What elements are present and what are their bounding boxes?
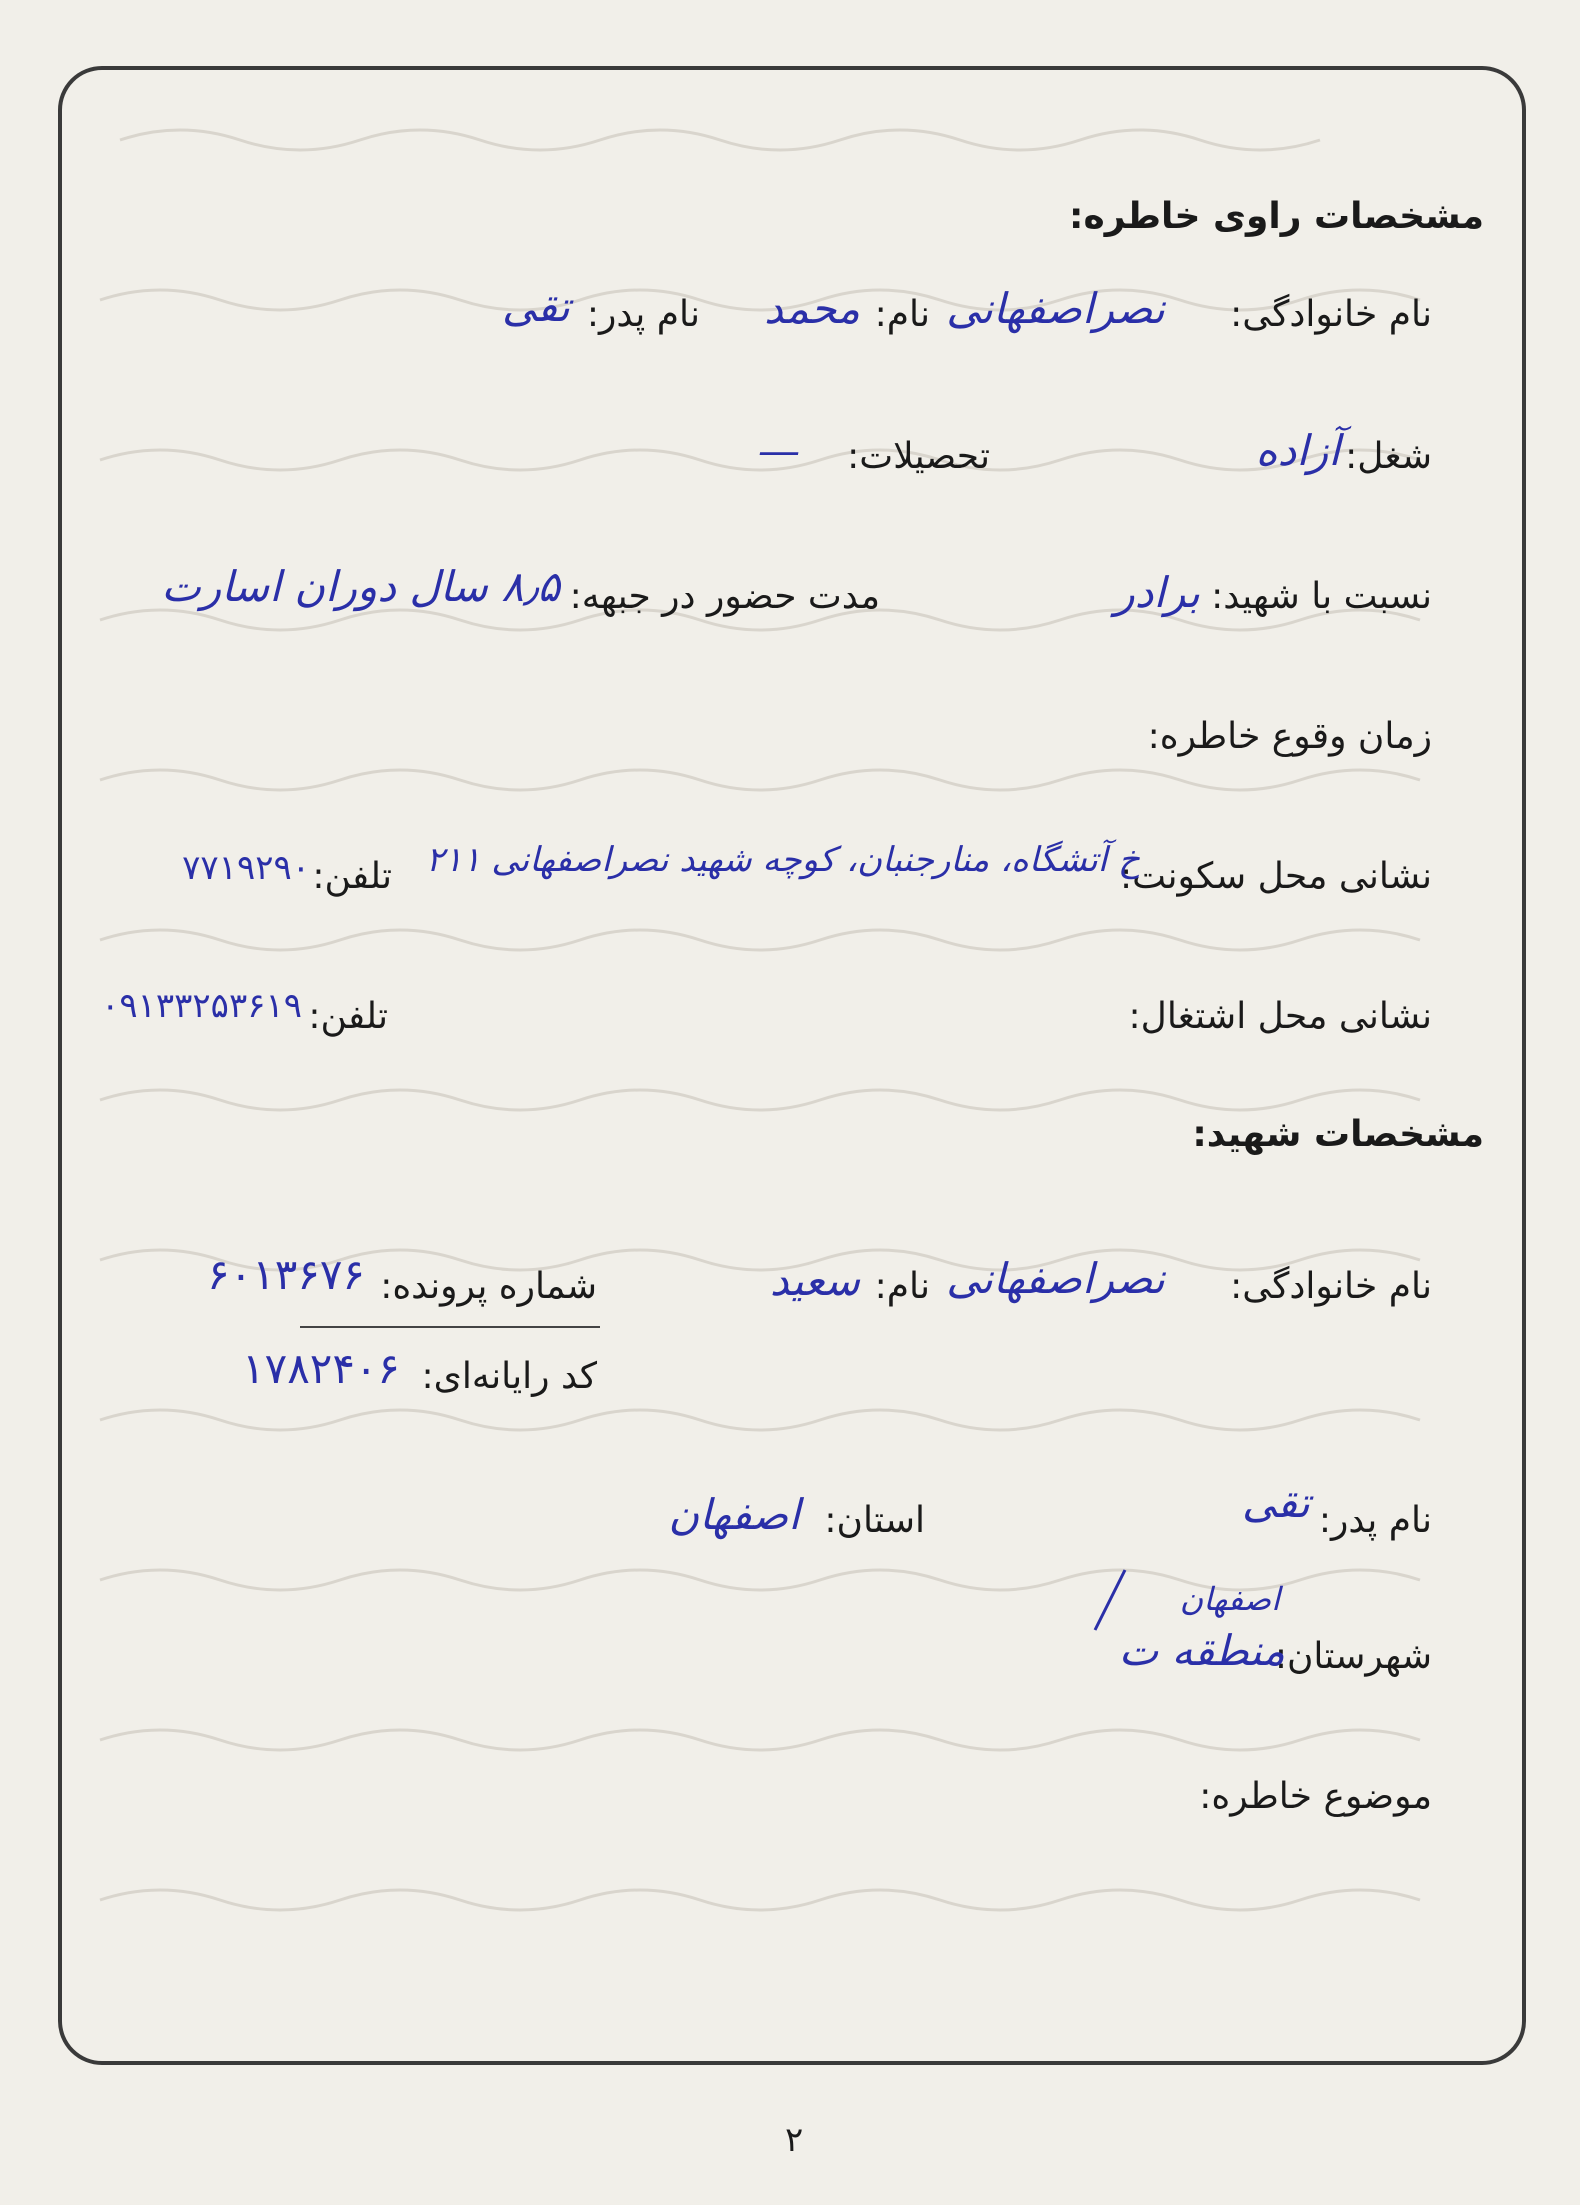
martyr-name-label: نام: (874, 1266, 930, 1307)
slash-mark (1080, 1565, 1140, 1635)
narrator-job-label: شغل: (1345, 436, 1432, 477)
martyr-computer-code-value: ۱۷۸۲۴۰۶ (242, 1344, 400, 1393)
martyr-city-value: منطقه ت (1118, 1626, 1285, 1675)
narrator-family-name-label: نام خانوادگی: (1230, 294, 1432, 335)
narrator-father-name-label: نام پدر: (586, 294, 700, 335)
martyr-memory-subject-label: موضوع خاطره: (1199, 1776, 1432, 1817)
martyr-name-value: سعید (769, 1256, 860, 1305)
file-number-underline (300, 1326, 600, 1328)
narrator-family-name-value: نصراصفهانی (946, 284, 1165, 333)
narrator-father-name-value: تقی (502, 282, 570, 331)
narrator-job-value: آزاده (1255, 426, 1340, 475)
martyr-computer-code-label: کد رایانه‌ای: (421, 1356, 597, 1397)
narrator-residence-phone-label: تلفن: (312, 856, 392, 897)
narrator-education-value: — (758, 426, 800, 475)
martyr-province-label: استان: (824, 1500, 925, 1541)
martyr-family-name-value: نصراصفهانی (946, 1254, 1165, 1303)
martyr-father-name-label: نام پدر: (1318, 1500, 1432, 1541)
martyr-heading: مشخصات شهید: (1192, 1114, 1484, 1155)
narrator-heading: مشخصات راوی خاطره: (1069, 196, 1484, 237)
narrator-front-duration-value: ۸٫۵ سال دوران اسارت (161, 562, 560, 611)
narrator-front-duration-label: مدت حضور در جبهه: (569, 576, 880, 617)
narrator-name-label: نام: (874, 294, 930, 335)
martyr-family-name-label: نام خانوادگی: (1230, 1266, 1432, 1307)
narrator-residence-value: خ آتشگاه، منارجنبان، کوچه شهید نصراصفهانی ۲۱۱ (425, 840, 1140, 880)
narrator-residence-phone-value: ۷۷۱۹۲۹۰ (182, 848, 310, 888)
narrator-work-phone-label: تلفن: (308, 996, 388, 1037)
narrator-memory-time-label: زمان وقوع خاطره: (1147, 716, 1432, 757)
narrator-education-label: تحصیلات: (847, 436, 990, 477)
form-border (58, 66, 1526, 2065)
narrator-relation-value: برادر (1114, 568, 1200, 617)
martyr-city-note-value: اصفهان (1179, 1580, 1280, 1618)
martyr-father-name-value: تقی (1242, 1478, 1310, 1527)
martyr-city-label: شهرستان: (1274, 1636, 1432, 1677)
narrator-residence-label: نشانی محل سکونت: (1120, 856, 1432, 897)
page-number: ۲ (785, 2120, 804, 2160)
martyr-province-value: اصفهان (668, 1490, 800, 1539)
narrator-relation-label: نسبت با شهید: (1211, 576, 1432, 617)
martyr-file-number-value: ۶۰۱۳۶۷۶ (207, 1250, 365, 1299)
martyr-file-number-label: شماره پرونده: (380, 1266, 597, 1307)
narrator-name-value: محمد (764, 284, 860, 333)
narrator-work-label: نشانی محل اشتغال: (1128, 996, 1432, 1037)
narrator-work-phone-value: ۰۹۱۳۳۲۵۳۶۱۹ (101, 986, 302, 1026)
